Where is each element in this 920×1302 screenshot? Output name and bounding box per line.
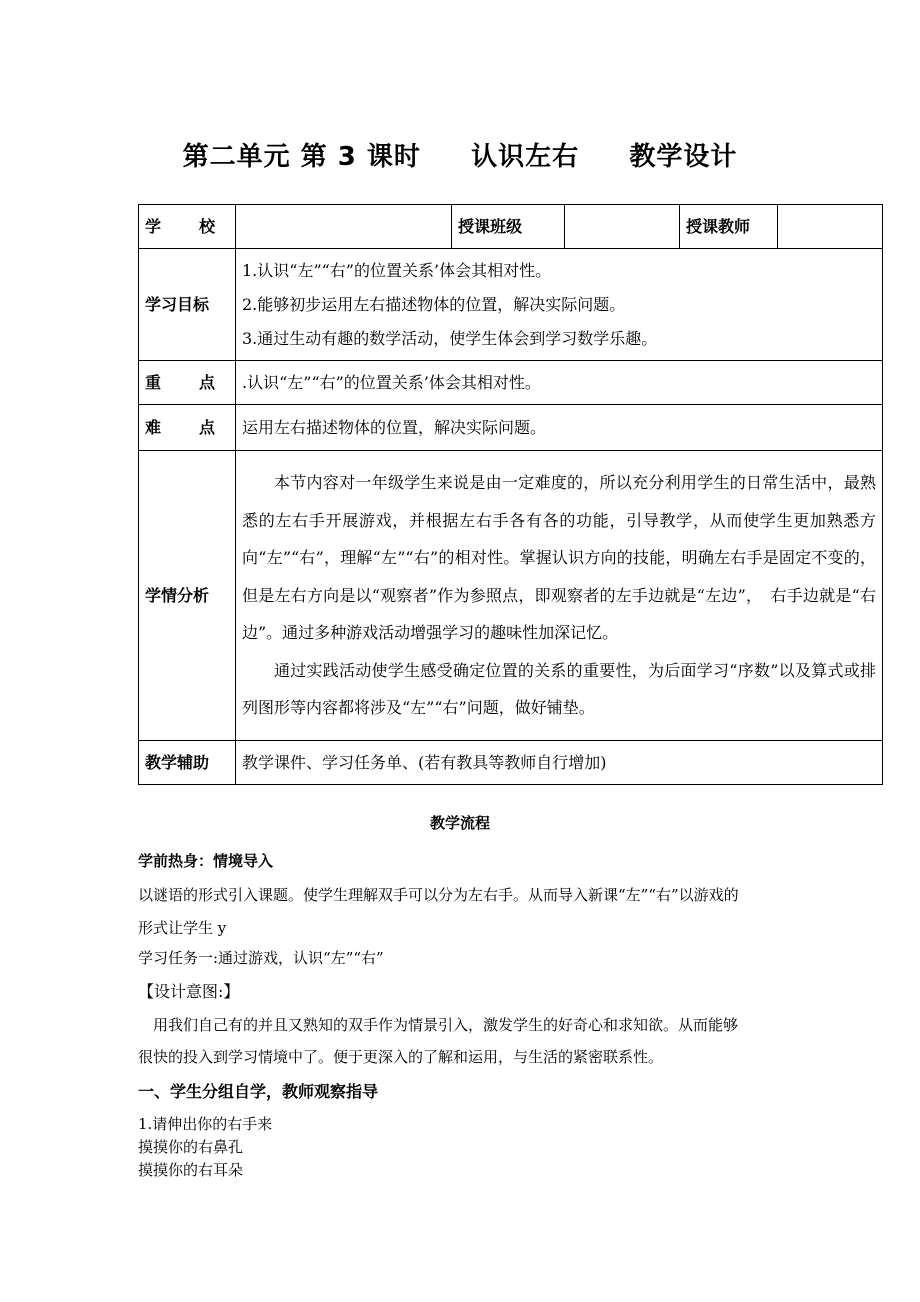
aids-label: 教学辅助	[139, 741, 236, 785]
school-value	[236, 205, 452, 249]
design-intent-heading: 【设计意图:】	[138, 982, 240, 1001]
goal-item: 2.能够初步运用左右描述物体的位置，解决实际问题。	[242, 294, 626, 314]
key-point-label: 重 点	[139, 361, 236, 405]
goals-label: 学习目标	[139, 249, 236, 361]
step-item: 摸摸你的右耳朵	[138, 1161, 244, 1179]
difficulty-text: 运用左右描述物体的位置，解决实际问题。	[236, 405, 883, 451]
intent-line: 很快的投入到学习情境中了。便于更深入的了解和运用，与生活的紧密联系性。	[138, 1048, 664, 1066]
goal-item: 1.认识“左”“右”的位置关系’体会其相对性。	[242, 260, 552, 280]
class-value	[565, 205, 680, 249]
teacher-value	[778, 205, 883, 249]
table-row	[139, 741, 883, 785]
table-row	[139, 451, 883, 741]
teacher-label: 授课教师	[680, 205, 778, 249]
analysis-cell	[236, 451, 883, 741]
difficulty-label: 难 点	[139, 405, 236, 451]
aids-text: 教学课件、学习任务单、(若有教具等教师自行增加)	[236, 741, 883, 785]
step-item: 1.请伸出你的右手来	[138, 1115, 273, 1133]
flow-title: 教学流程	[429, 814, 490, 832]
table-row	[139, 361, 883, 405]
task-heading: 学习任务一:通过游戏，认识“左”“右”	[138, 949, 384, 967]
page-title: 第二单元 第 3 课时 认识左右 教学设计	[182, 142, 738, 172]
lesson-info-table	[138, 204, 883, 785]
intro-line: 以谜语的形式引入课题。使学生理解双手可以分为左右手。从而导入新课“左”“右”以游戏的	[138, 886, 739, 904]
key-point-text: .认识“左”“右”的位置关系’体会其相对性。	[236, 361, 883, 405]
analysis-paragraph: 本节内容对一年级学生来说是由一定难度的，所以充分利用学生的日常生活中，最熟悉的左右手开展游戏，并根据左右手各有各的功能，引导教学，从而使学生更加熟悉方向“左”“右”，理解“左”“右”的相对性。掌握认识方向的技能，明确左右手是固定不变的，但是左右方向是以“观察者”作为参照点，即观察者的左手边就是“左边”， 右手边就是“右边”。通过多种游戏活动增强学习的趣味性加深记忆。	[242, 473, 876, 643]
analysis-paragraph: 通过实践活动使学生感受确定位置的关系的重要性，为后面学习“序数”以及算式或排列图形等内容都将涉及“左”“右”问题，做好铺垫。	[242, 660, 876, 718]
analysis-label: 学情分析	[139, 451, 236, 741]
step-item: 摸摸你的右鼻孔	[138, 1138, 244, 1156]
school-label: 学 校	[139, 205, 236, 249]
table-row	[139, 205, 883, 249]
goal-item: 3.通过生动有趣的数学活动，使学生体会到学习数学乐趣。	[242, 328, 658, 348]
intro-line: 形式让学生 y	[138, 919, 227, 937]
section-heading: 一、学生分组自学，教师观察指导	[138, 1082, 379, 1101]
goals-cell	[236, 249, 883, 361]
table-row	[139, 405, 883, 451]
class-label: 授课班级	[452, 205, 565, 249]
intent-line: 用我们自己有的并且又熟知的双手作为情景引入，激发学生的好奇心和求知欲。从而能够	[138, 1016, 739, 1034]
warmup-heading: 学前热身：情境导入	[138, 852, 274, 870]
table-row	[139, 249, 883, 361]
